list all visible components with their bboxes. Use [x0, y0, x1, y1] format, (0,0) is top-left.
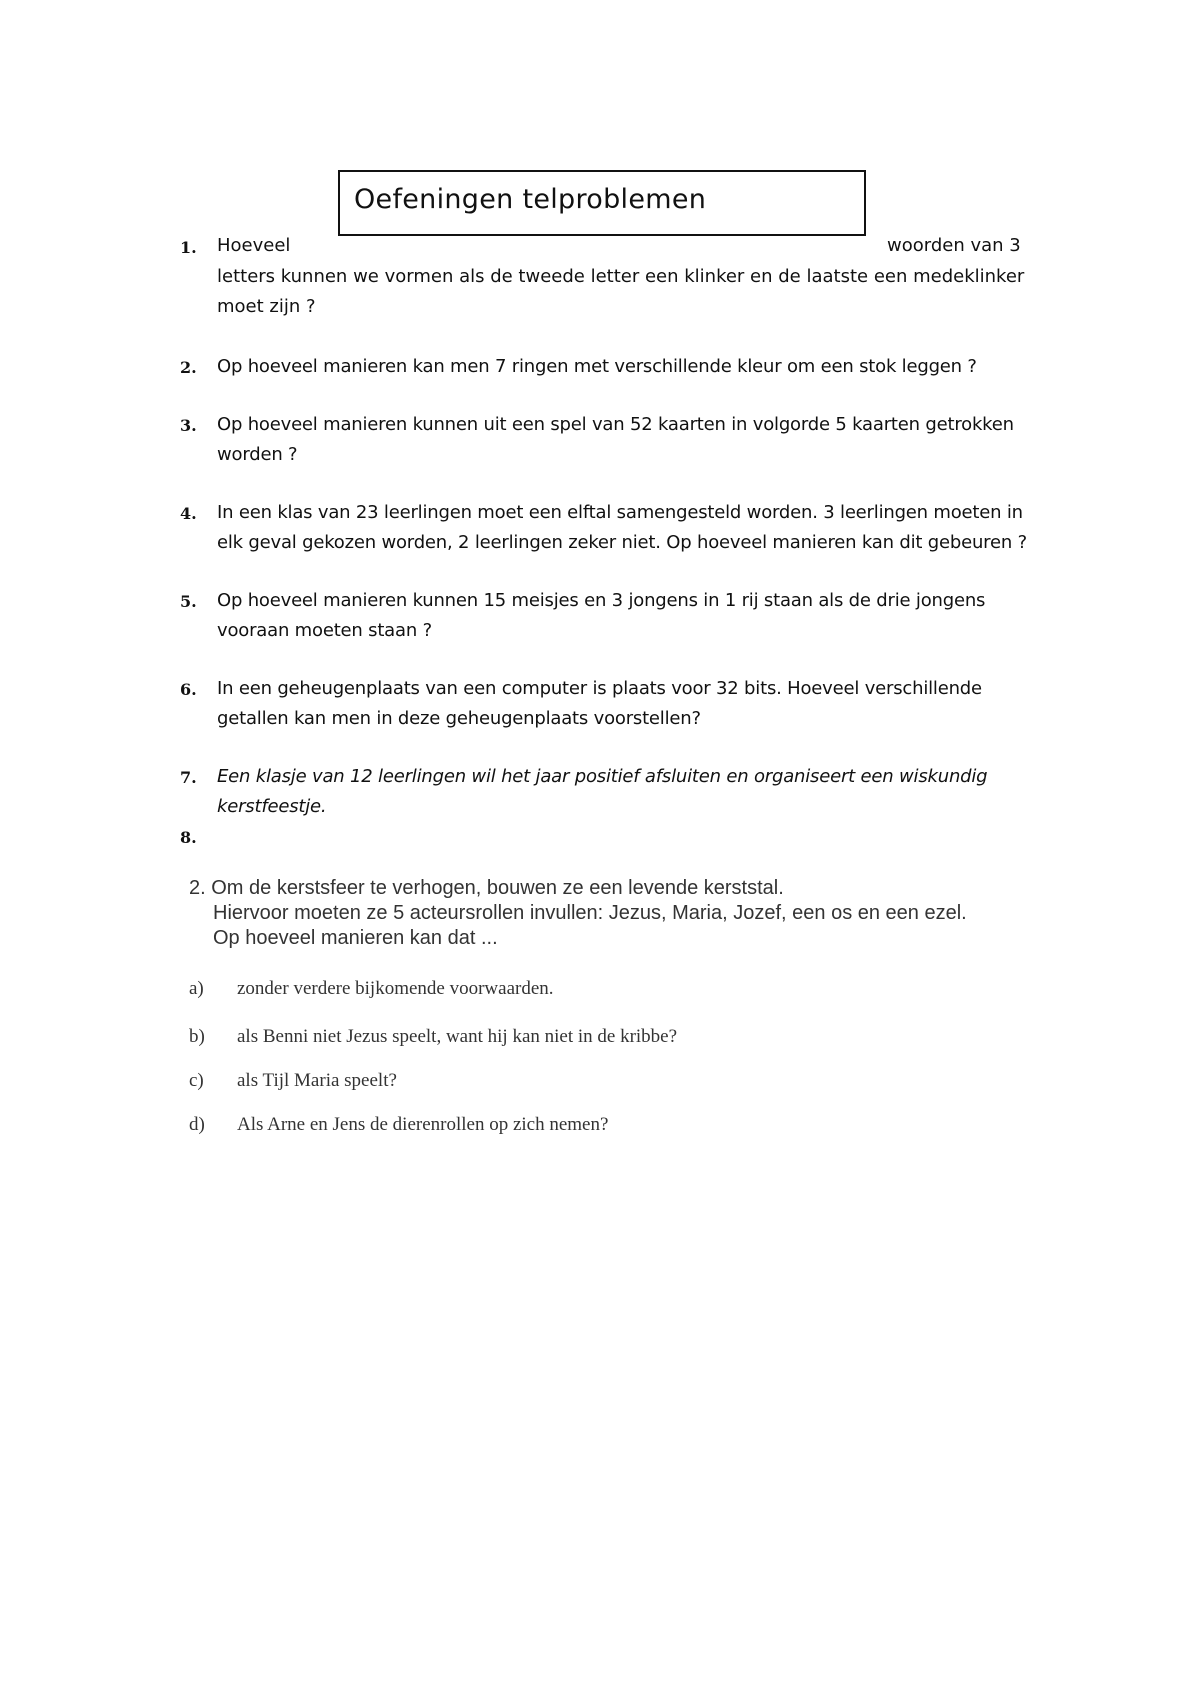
- title-box: [338, 170, 866, 236]
- question-number: 2.: [180, 358, 197, 377]
- subproblem-line: Hiervoor moeten ze 5 acteursrollen invullen: Jezus, Maria, Jozef, een os en een ezel.: [213, 902, 967, 924]
- question-number: 7.: [180, 768, 197, 787]
- option-text: zonder verdere bijkomende voorwaarden.: [237, 978, 554, 999]
- question-text: In een geheugenplaats van een computer is plaats voor 32 bits. Hoeveel verschillende getallen kan men in deze geheugenplaats voorstellen?: [217, 678, 982, 729]
- question-number: 1.: [180, 238, 197, 257]
- question-text: Hoeveel: [217, 235, 291, 256]
- subproblem-line: 2. Om de kerstsfeer te verhogen, bouwen ze een levende kerststal.: [189, 877, 784, 899]
- question-text: Op hoeveel manieren kunnen uit een spel van 52 kaarten in volgorde 5 kaarten getrokken worden ?: [217, 414, 1014, 465]
- question-number: 5.: [180, 592, 197, 611]
- subproblem-line: Op hoeveel manieren kan dat ...: [213, 927, 498, 949]
- subproblem-intro: [189, 876, 967, 951]
- option-label: a): [189, 978, 204, 999]
- question-text: woorden van 3: [887, 235, 1021, 256]
- option-text: als Benni niet Jezus speelt, want hij kan niet in de kribbe?: [237, 1026, 678, 1047]
- page-title: Oefeningen telproblemen: [354, 184, 707, 215]
- question-text: letters kunnen we vormen als de tweede letter een klinker en de laatste een medeklinker moet zijn ?: [217, 266, 1025, 317]
- option-label: c): [189, 1070, 204, 1091]
- question-text: Op hoeveel manieren kan men 7 ringen met verschillende kleur om een stok leggen ?: [217, 356, 977, 377]
- option-text: als Tijl Maria speelt?: [237, 1070, 397, 1091]
- question-number: 8.: [180, 828, 197, 847]
- option-label: d): [189, 1114, 205, 1135]
- question-number: 6.: [180, 680, 197, 699]
- question-number: 4.: [180, 504, 197, 523]
- question-number: 3.: [180, 416, 197, 435]
- question-text: Op hoeveel manieren kunnen 15 meisjes en 3 jongens in 1 rij staan als de drie jongens vooraan moeten staan ?: [217, 590, 986, 641]
- option-label: b): [189, 1026, 205, 1047]
- question-text: In een klas van 23 leerlingen moet een elftal samengesteld worden. 3 leerlingen moeten in elk geval gekozen worden, 2 leerlingen zeker niet. Op hoeveel manieren kan dit gebeuren ?: [217, 502, 1027, 553]
- question-text: Een klasje van 12 leerlingen wil het jaar positief afsluiten en organiseert een wiskundig kerstfeestje.: [217, 766, 988, 817]
- option-text: Als Arne en Jens de dierenrollen op zich nemen?: [237, 1114, 609, 1135]
